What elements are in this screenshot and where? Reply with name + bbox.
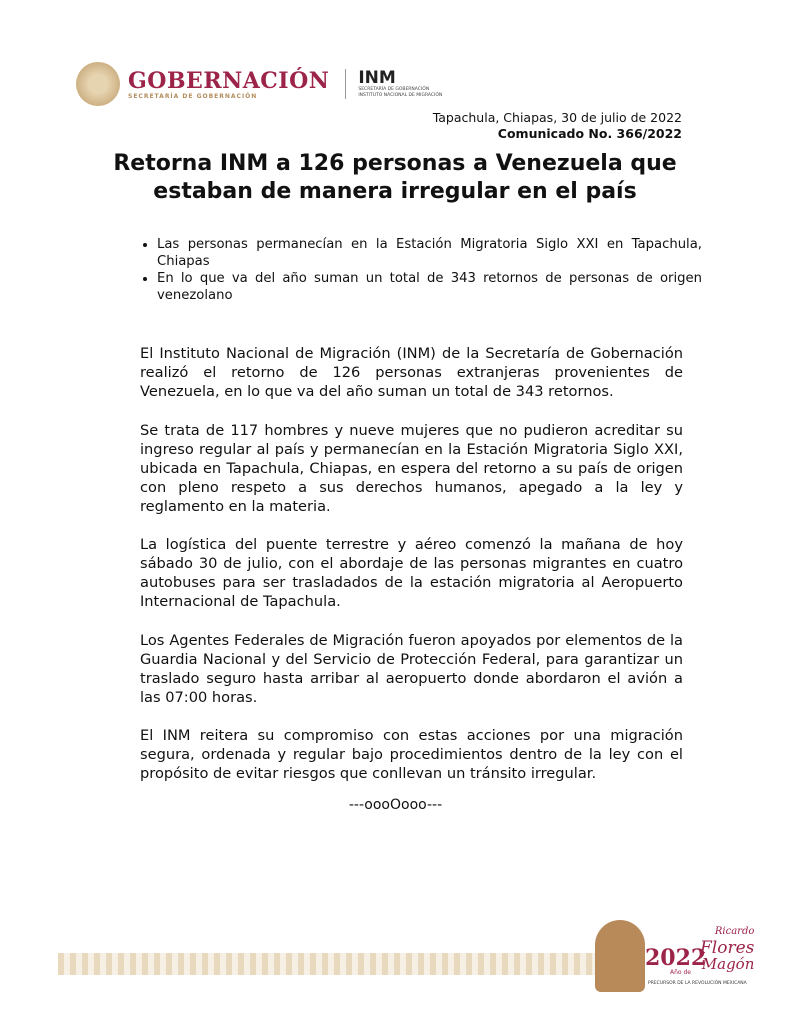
footer-year: 2022 (645, 945, 707, 971)
paragraph: La logística del puente terrestre y aéreo comenzó la mañana de hoy sábado 30 de julio, con el abordaje de las personas migrantes en cuatro autobuses para ser trasladados de la estación migratoria al Aeropuerto Internacional de Tapachula. (140, 536, 683, 610)
footer-name2: Flores (700, 938, 755, 958)
inm-sub2: INSTITUTO NACIONAL DE MIGRACIÓN (358, 93, 443, 98)
paragraph: El Instituto Nacional de Migración (INM) de la Secretaría de Gobernación realizó el retorno de 126 personas extranjeras provenientes de Venezuela, en lo que va del año suman un total de 343 retornos. (140, 345, 683, 400)
inm-logo (358, 69, 442, 99)
inm-sub1: SECRETARÍA DE GOBERNACIÓN (358, 87, 430, 92)
logo-title: GOBERNACIÓN (128, 67, 330, 94)
page-title: Retorna INM a 126 personas a Venezuela que estaban de manera irregular en el país (113, 151, 677, 204)
closing-mark: ---oooOooo--- (348, 797, 443, 813)
bullet-item: • En lo que va del año suman un total de 343 retornos de personas de origen venezolano (157, 270, 702, 304)
footer-name (700, 924, 754, 972)
dateline-block (433, 110, 682, 142)
footer-anio: Año de (670, 969, 691, 976)
logo-divider (345, 69, 346, 99)
footer-name3: Magón (701, 955, 755, 973)
paragraph: El INM reitera su compromiso con estas acciones por una migración segura, ordenada y regular bajo procedimientos dentro de la ley con el propósito de evitar riesgos que conllevan un tránsito irregular. (140, 727, 683, 782)
inm-logo-text: INM (358, 68, 396, 88)
logo-subtitle: SECRETARÍA DE GOBERNACIÓN (128, 92, 258, 100)
decorative-border (58, 953, 598, 975)
gobernacion-logo (128, 69, 329, 100)
dateline: Tapachula, Chiapas, 30 de julio de 2022 (432, 110, 682, 125)
national-seal-icon (76, 62, 120, 106)
paragraph: Se trata de 117 hombres y nueve mujeres que no pudieron acreditar su ingreso regular al país y permanecían en la Estación Migratoria Siglo XXI, ubicada en Tapachula, Chiapas, en espera del retorno a su país de origen con pleno respeto a sus derechos humanos, apegado a la ley y reglamento en la materia. (140, 421, 683, 515)
footer-name1: Ricardo (714, 926, 755, 937)
bullet-item: • Las personas permanecían en la Estación Migratoria Siglo XXI en Tapachula, Chiapas (157, 236, 702, 270)
communique-number: Comunicado No. 366/2022 (497, 126, 682, 141)
header-logos (76, 62, 442, 106)
bullet-list (140, 236, 702, 304)
paragraph: Los Agentes Federales de Migración fueron apoyados por elementos de la Guardia Nacional y del Servicio de Protección Federal, para garantizar un traslado seguro hasta arribar al aeropuerto donde abordaron el avión a las 07:00 horas. (140, 631, 683, 706)
footer-precursor: PRECURSOR DE LA REVOLUCIÓN MEXICANA (648, 981, 747, 986)
portrait-illustration-icon (595, 920, 645, 992)
body-text (140, 344, 683, 803)
